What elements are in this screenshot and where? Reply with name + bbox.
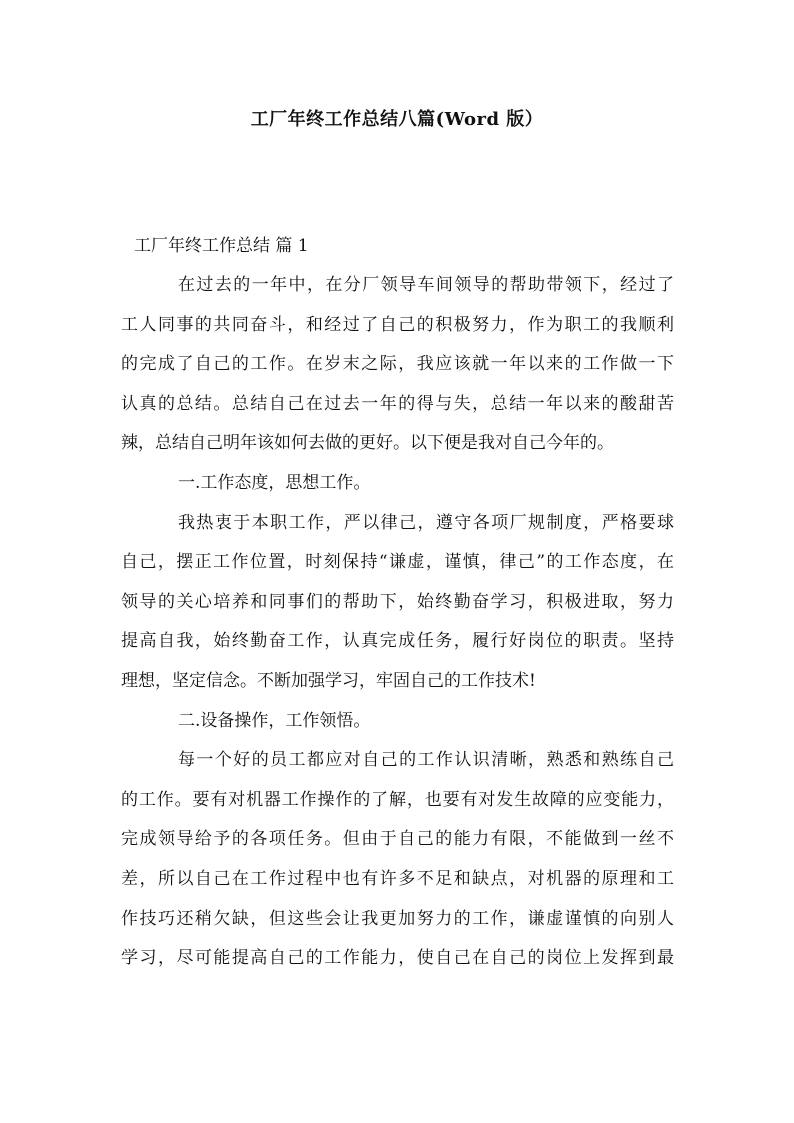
subheading-line: 一.工作态度，思想工作。 xyxy=(178,472,371,493)
document-body xyxy=(121,266,674,979)
paragraph-line: 辣，总结自己明年该如何去做的更好。以下便是我对自己今年的。 xyxy=(121,433,614,454)
paragraph-line: 完成领导给予的各项任务。但由于自己的能力有限，不能做到一丝不 xyxy=(121,829,674,850)
paragraph-line: 提高自我，始终勤奋工作，认真完成任务，履行好岗位的职责。坚持 xyxy=(121,631,674,652)
paragraph-line: 在过去的一年中，在分厂领导车间领导的帮助带领下，经过了 xyxy=(178,275,674,295)
document-title: 工厂年终工作总结八篇(Word 版） xyxy=(250,109,544,130)
paragraph-line: 的完成了自己的工作。在岁末之际，我应该就一年以来的工作做一下 xyxy=(121,354,674,375)
paragraph-line: 认真的总结。总结自己在过去一年的得与失，总结一年以来的酸甜苦 xyxy=(121,393,674,414)
section-heading: 工厂年终工作总结 篇 1 xyxy=(134,236,309,256)
paragraph-line: 我热衷于本职工作，严以律己，遵守各项厂规制度，严格要球 xyxy=(178,512,674,533)
paragraph-line: 工人同事的共同奋斗，和经过了自己的积极努力，作为职工的我顺利 xyxy=(121,314,674,335)
paragraph-line: 每一个好的员工都应对自己的工作认识清晰，熟悉和熟练自己 xyxy=(178,750,674,771)
paragraph-line: 自己，摆正工作位置，时刻保持“谦虚，谨慎，律己”的工作态度，在 xyxy=(121,552,674,573)
paragraph-line: 作技巧还稍欠缺，但这些会让我更加努力的工作，谦虚谨慎的向别人 xyxy=(121,908,674,929)
paragraph-line: 学习，尽可能提高自己的工作能力，使自己在自己的岗位上发挥到最 xyxy=(121,948,674,969)
paragraph-line: 的工作。要有对机器工作操作的了解，也要有对发生故障的应变能力， xyxy=(121,789,674,810)
paragraph-line: 理想，坚定信念。不断加强学习，牢固自己的工作技术! xyxy=(121,670,536,691)
paragraph-line: 差，所以自己在工作过程中也有许多不足和缺点，对机器的原理和工 xyxy=(121,868,674,889)
paragraph-line: 领导的关心培养和同事们的帮助下，始终勤奋学习，积极进取，努力 xyxy=(121,591,674,612)
subheading-line: 二.设备操作，工作领悟。 xyxy=(178,710,371,731)
